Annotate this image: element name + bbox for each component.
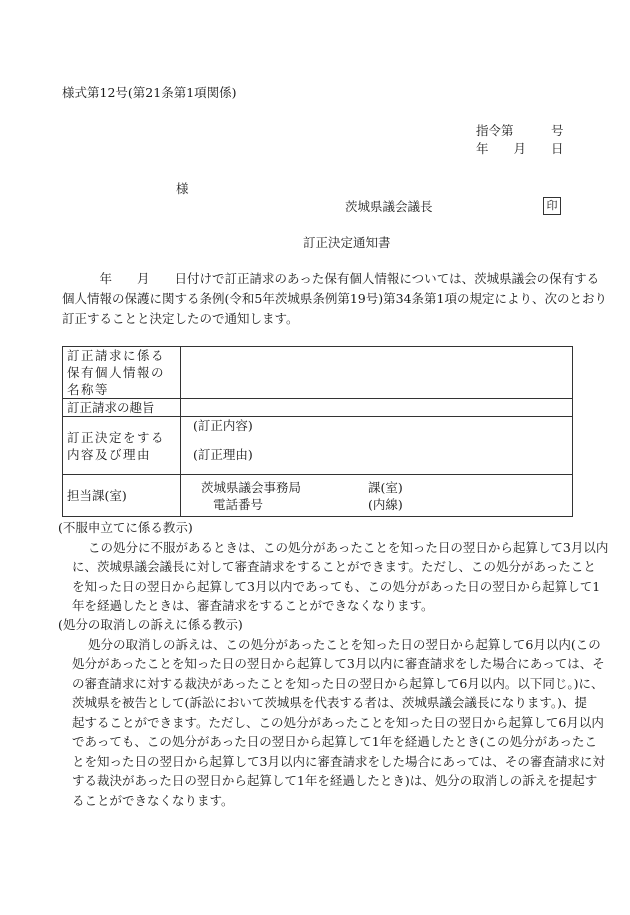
lawsuit-line: であっても、この処分があった日の翌日から起算して1年を経過したとき(この処分があったこ: [72, 734, 597, 749]
intro-line: 年 月 日付けで訂正請求のあった保有個人情報については、茨城県議会の保有する: [62, 271, 600, 286]
lawsuit-heading: (処分の取消しの訴えに係る教示): [58, 617, 243, 632]
objection-section: [58, 518, 609, 616]
correction-content-label: (訂正内容): [193, 418, 253, 433]
document-title: 訂正決定通知書: [303, 235, 391, 250]
lawsuit-line: の審査請求に対する裁決があったことを知った日の翌日から起算して6月以内。以下同じ。)に、: [72, 675, 604, 691]
dept-label: 課(室): [368, 479, 403, 495]
lawsuit-line: 処分があったことを知った日の翌日から起算して3月以内に審査請求をした場合にあっては、そ: [72, 656, 605, 671]
lawsuit-line: 処分の取消しの訴えは、この処分があったことを知った日の翌日から起算して6月以内(この: [88, 636, 601, 652]
addressee-suffix: 様: [176, 181, 189, 196]
info-name-value: [181, 347, 573, 399]
lawsuit-line: 起することができます。ただし、この処分があったことを知った日の翌日から起算して6月以内: [72, 714, 604, 730]
issuer-name: 茨城県議会議長: [345, 199, 433, 214]
correction-reason-label: (訂正理由): [193, 447, 253, 462]
intro-line: 個人情報の保護に関する条例(令和5年茨城県条例第19号)第34条第1項の規定により、次のとおり: [62, 291, 607, 306]
decision-content-cell: [181, 417, 573, 475]
info-name-label: 訂正請求に係る保有個人情報の名称等: [63, 347, 181, 399]
decision-table: [62, 346, 573, 517]
request-purpose-label: 訂正請求の趣旨: [63, 399, 181, 417]
objection-line: に、茨城県議会議長に対して審査請求をすることができます。ただし、この処分があったこと: [72, 559, 596, 574]
contact-dept-label: 担当課(室): [63, 475, 181, 517]
intro-line: 訂正することと決定したので通知します。: [62, 311, 299, 326]
lawsuit-line: ることができなくなります。: [72, 792, 234, 808]
issue-date: 年 月 日: [476, 141, 564, 156]
office-name: 茨城県議会事務局: [201, 479, 302, 495]
objection-line: 年を経過したときは、審査請求をすることができなくなります。: [72, 598, 434, 613]
objection-line: この処分に不服があるときは、この処分があったことを知った日の翌日から起算して3月以内: [88, 539, 609, 555]
decision-content-label: 訂正決定をする内容及び理由: [63, 417, 181, 475]
intro-paragraph: [62, 269, 607, 329]
request-purpose-value: [181, 399, 573, 417]
objection-line: を知った日の翌日から起算して3月以内であっても、この処分があった日の翌日から起算して1: [72, 578, 601, 594]
contact-dept-cell: [181, 475, 573, 517]
seal-mark: 印: [543, 197, 561, 215]
lawsuit-line: する裁決があった日の翌日から起算して1年を経過したとき)は、処分の取消しの訴えを提起す: [72, 773, 598, 788]
table-row: [63, 417, 573, 475]
objection-heading: (不服申立てに係る教示): [58, 520, 193, 535]
table-row: [63, 475, 573, 517]
lawsuit-line: 茨城県を被告として(訴訟において茨城県を代表する者は、茨城県議会議長になります。)、提: [72, 695, 588, 710]
table-row: [63, 347, 573, 399]
table-row: [63, 399, 573, 417]
directive-number: 指令第 号: [476, 123, 564, 138]
lawsuit-section: [58, 615, 605, 810]
extension-label: (内線): [368, 496, 403, 512]
form-number: 様式第12号(第21条第1項関係): [62, 85, 237, 100]
lawsuit-line: とを知った日の翌日から起算して3月以内に審査請求をした場合にあっては、その審査請求に対: [72, 753, 605, 769]
phone-label: 電話番号: [213, 496, 264, 512]
